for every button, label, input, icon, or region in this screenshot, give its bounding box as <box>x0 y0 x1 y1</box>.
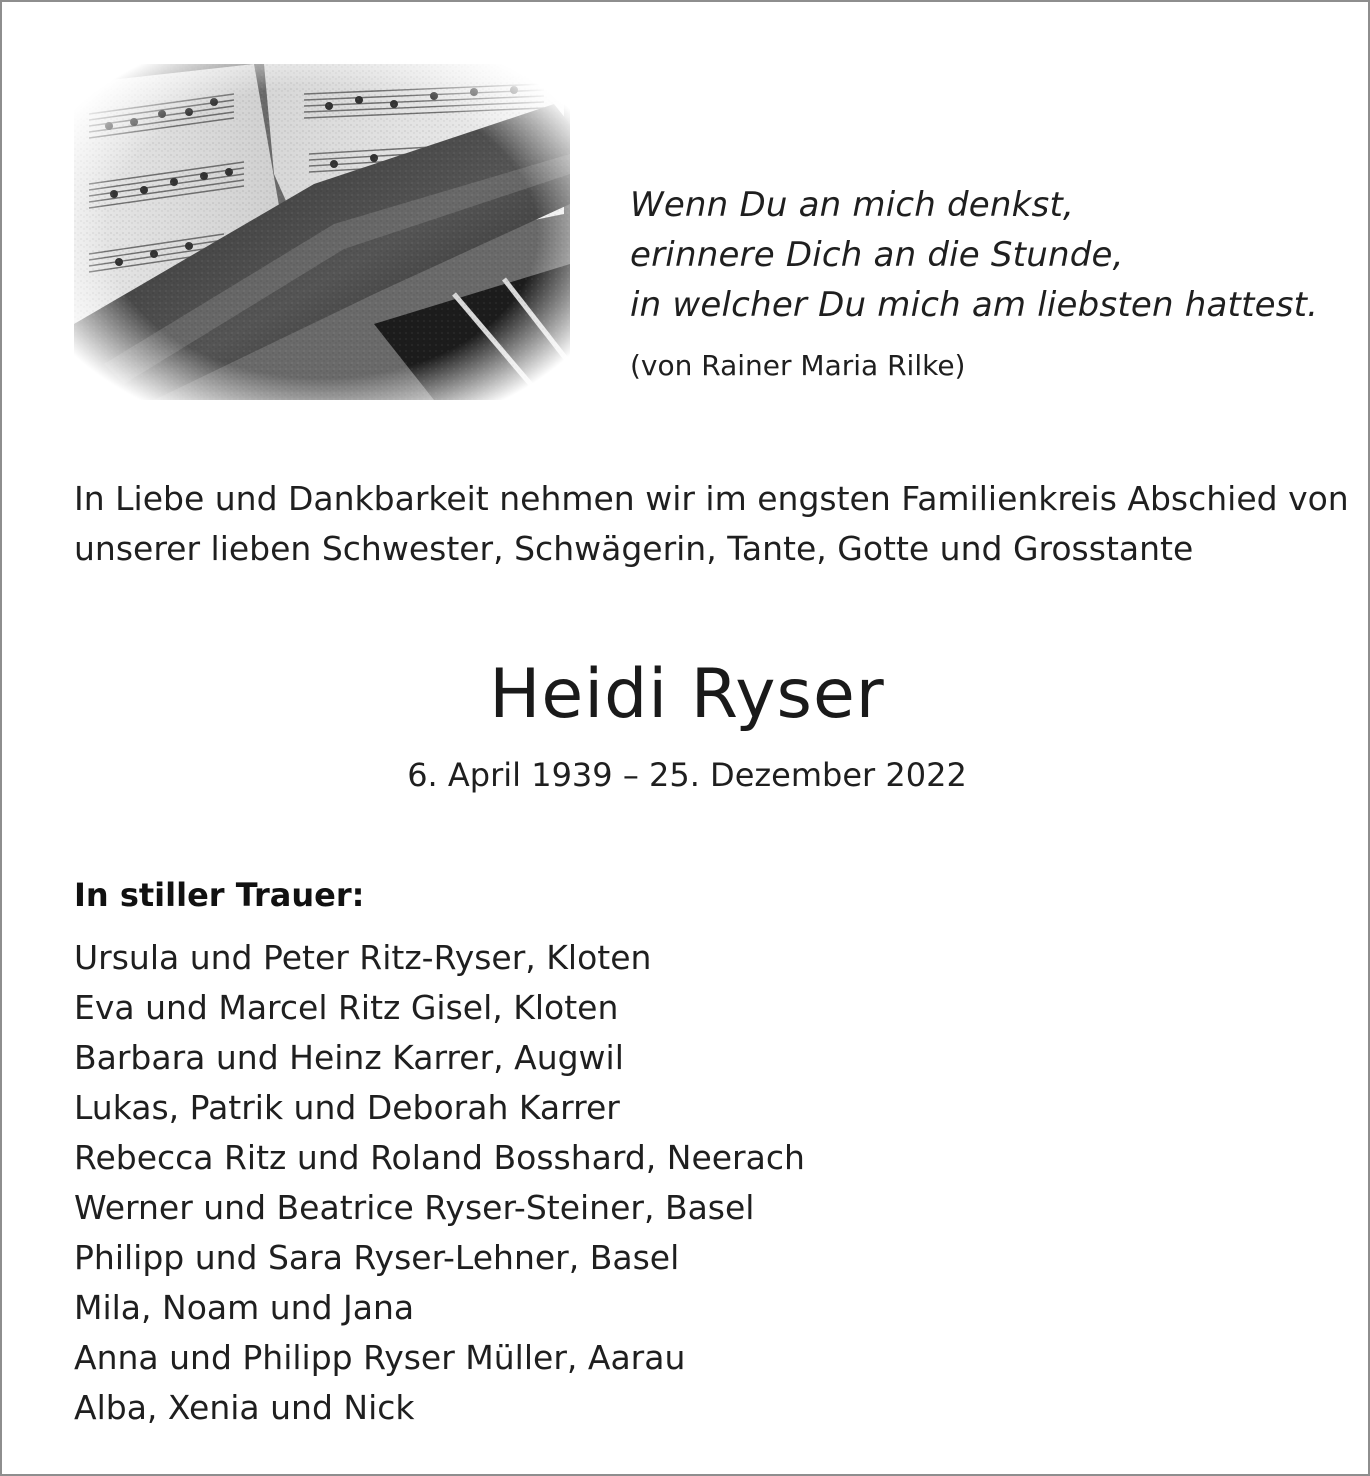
deceased-name: Heidi Ryser <box>489 655 885 734</box>
mourners-list <box>74 933 805 1433</box>
life-dates: 6. April 1939 – 25. Dezember 2022 <box>407 756 967 794</box>
quote-line: Wenn Du an mich denkst, <box>630 185 1074 225</box>
list-item: Anna und Philipp Ryser Müller, Aarau <box>74 1338 686 1377</box>
intro-line: unserer lieben Schwester, Schwägerin, Tante, Gotte und Grosstante <box>74 529 1194 568</box>
list-item: Lukas, Patrik und Deborah Karrer <box>74 1088 620 1127</box>
list-item: Alba, Xenia und Nick <box>74 1388 415 1427</box>
intro-line: In Liebe und Dankbarkeit nehmen wir im engsten Familienkreis Abschied von <box>74 479 1349 518</box>
quote-line: in welcher Du mich am liebsten hattest. <box>630 285 1319 325</box>
list-item: Eva und Marcel Ritz Gisel, Kloten <box>74 988 619 1027</box>
list-item: Mila, Noam und Jana <box>74 1288 415 1327</box>
rilke-quote <box>630 180 1330 384</box>
mourners-heading: In stiller Trauer: <box>74 876 365 914</box>
piano-sheet-music-photo <box>74 64 570 400</box>
list-item: Barbara und Heinz Karrer, Augwil <box>74 1038 624 1077</box>
quote-source: (von Rainer Maria Rilke) <box>630 349 966 382</box>
quote-line: erinnere Dich an die Stunde, <box>630 235 1124 275</box>
intro-text <box>74 474 1349 574</box>
list-item: Rebecca Ritz und Roland Bosshard, Neerach <box>74 1138 805 1177</box>
list-item: Werner und Beatrice Ryser-Steiner, Basel <box>74 1188 755 1227</box>
list-item: Ursula und Peter Ritz-Ryser, Kloten <box>74 938 652 977</box>
list-item: Philipp und Sara Ryser-Lehner, Basel <box>74 1238 680 1277</box>
